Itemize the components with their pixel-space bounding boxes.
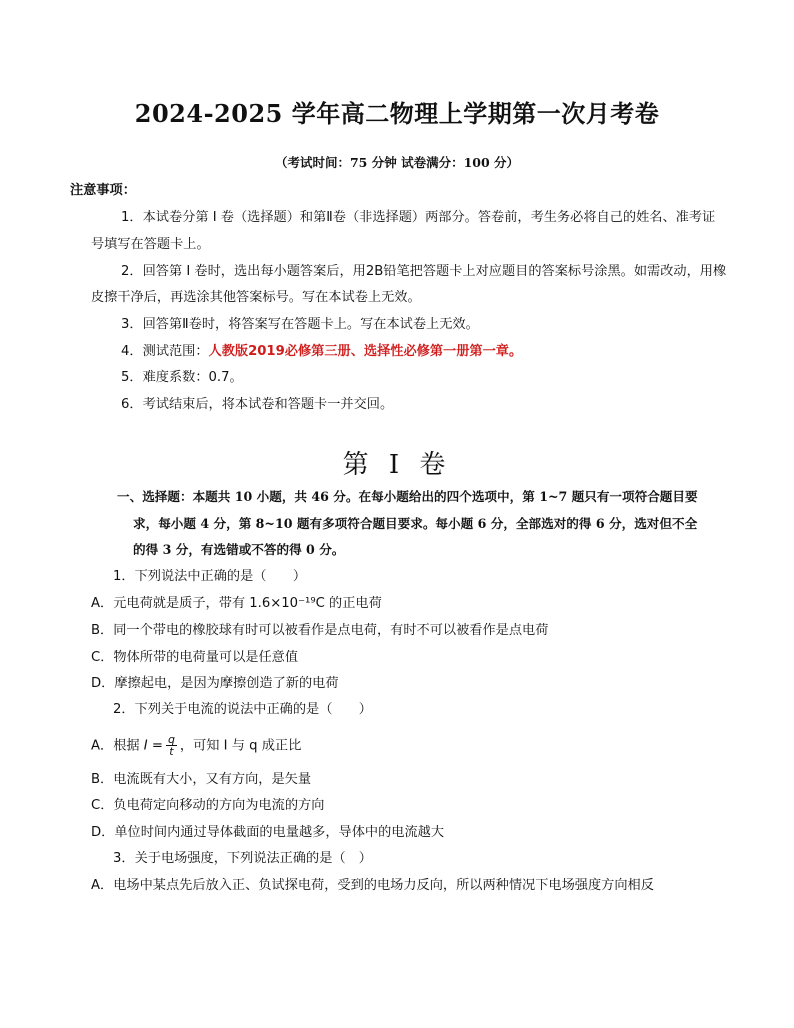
q2-formula-numerator: q (167, 733, 175, 746)
note-3: 3．回答第Ⅱ卷时，将答案写在答题卡上。写在本试卷上无效。 (121, 317, 479, 332)
exam-title: 2024-2025 学年高二物理上学期第一次月考卷 (134, 99, 660, 128)
q1-option-a: A．元电荷就是质子，带有 1.6×10⁻¹⁹C 的正电荷 (91, 596, 382, 611)
q2-option-a (91, 734, 301, 757)
note-5: 5．难度系数：0.7。 (121, 370, 243, 385)
q2-formula-fraction (166, 734, 177, 757)
q1-option-c: C．物体所带的电荷量可以是任意值 (91, 650, 299, 665)
q1-option-b: B．同一个带电的橡胶球有时可以被看作是点电荷，有时不可以被看作是点电荷 (91, 623, 549, 638)
q2-formula-lhs: I = (143, 738, 163, 754)
q2-stem: 2．下列关于电流的说法中正确的是（ ） (113, 702, 372, 717)
section-intro-line-1: 一、选择题：本题共 10 小题，共 46 分。在每小题给出的四个选项中，第 1~7 题只有一项符合题目要 (117, 489, 698, 504)
q2-formula-denominator: t (169, 745, 174, 758)
q2-option-b: B．电流既有大小，又有方向，是矢量 (91, 772, 312, 787)
q3-option-a: A．电场中某点先后放入正、负试探电荷，受到的电场力反向，所以两种情况下电场强度方向相反 (91, 878, 654, 893)
section-title: 第 I 卷 (342, 450, 452, 480)
note-4-prefix: 4．测试范围： (121, 344, 209, 359)
section-intro-line-3: 的得 3 分，有选错或不答的得 0 分。 (133, 542, 345, 557)
note-6: 6．考试结束后，将本试卷和答题卡一并交回。 (121, 397, 394, 412)
note-4-scope: 人教版2019必修第三册、选择性必修第一册第一章。 (208, 344, 523, 359)
note-1-line-1: 1．本试卷分第 I 卷（选择题）和第Ⅱ卷（非选择题）两部分。答卷前，考生务必将自己的姓名、准考证 (121, 210, 716, 225)
notes-heading: 注意事项： (70, 183, 136, 198)
q1-option-d: D．摩擦起电，是因为摩擦创造了新的电荷 (91, 676, 339, 691)
q2-option-c: C．负电荷定向移动的方向为电流的方向 (91, 798, 325, 813)
section-intro-line-2: 求，每小题 4 分，第 8~10 题有多项符合题目要求。每小题 6 分，全部选对的得 6 分，选对但不全 (133, 516, 698, 531)
q2-option-a-suffix: ，可知 I 与 q 成正比 (179, 738, 302, 754)
exam-subtitle: （考试时间：75 分钟 试卷满分：100 分） (274, 155, 520, 170)
q2-option-a-prefix: A．根据 (91, 738, 140, 754)
note-2-line-1: 2．回答第 I 卷时，选出每小题答案后，用2B铅笔把答题卡上对应题目的答案标号涂黑。如需改动，用橡 (121, 264, 727, 279)
note-4 (121, 343, 522, 361)
q2-option-d: D．单位时间内通过导体截面的电量越多，导体中的电流越大 (91, 825, 445, 840)
note-2-line-2: 皮擦干净后，再选涂其他答案标号。写在本试卷上无效。 (91, 290, 421, 305)
q3-stem: 3．关于电场强度，下列说法正确的是（ ） (113, 851, 372, 866)
note-1-line-2: 号填写在答题卡上。 (91, 237, 210, 252)
q1-stem: 1．下列说法中正确的是（ ） (113, 569, 307, 584)
